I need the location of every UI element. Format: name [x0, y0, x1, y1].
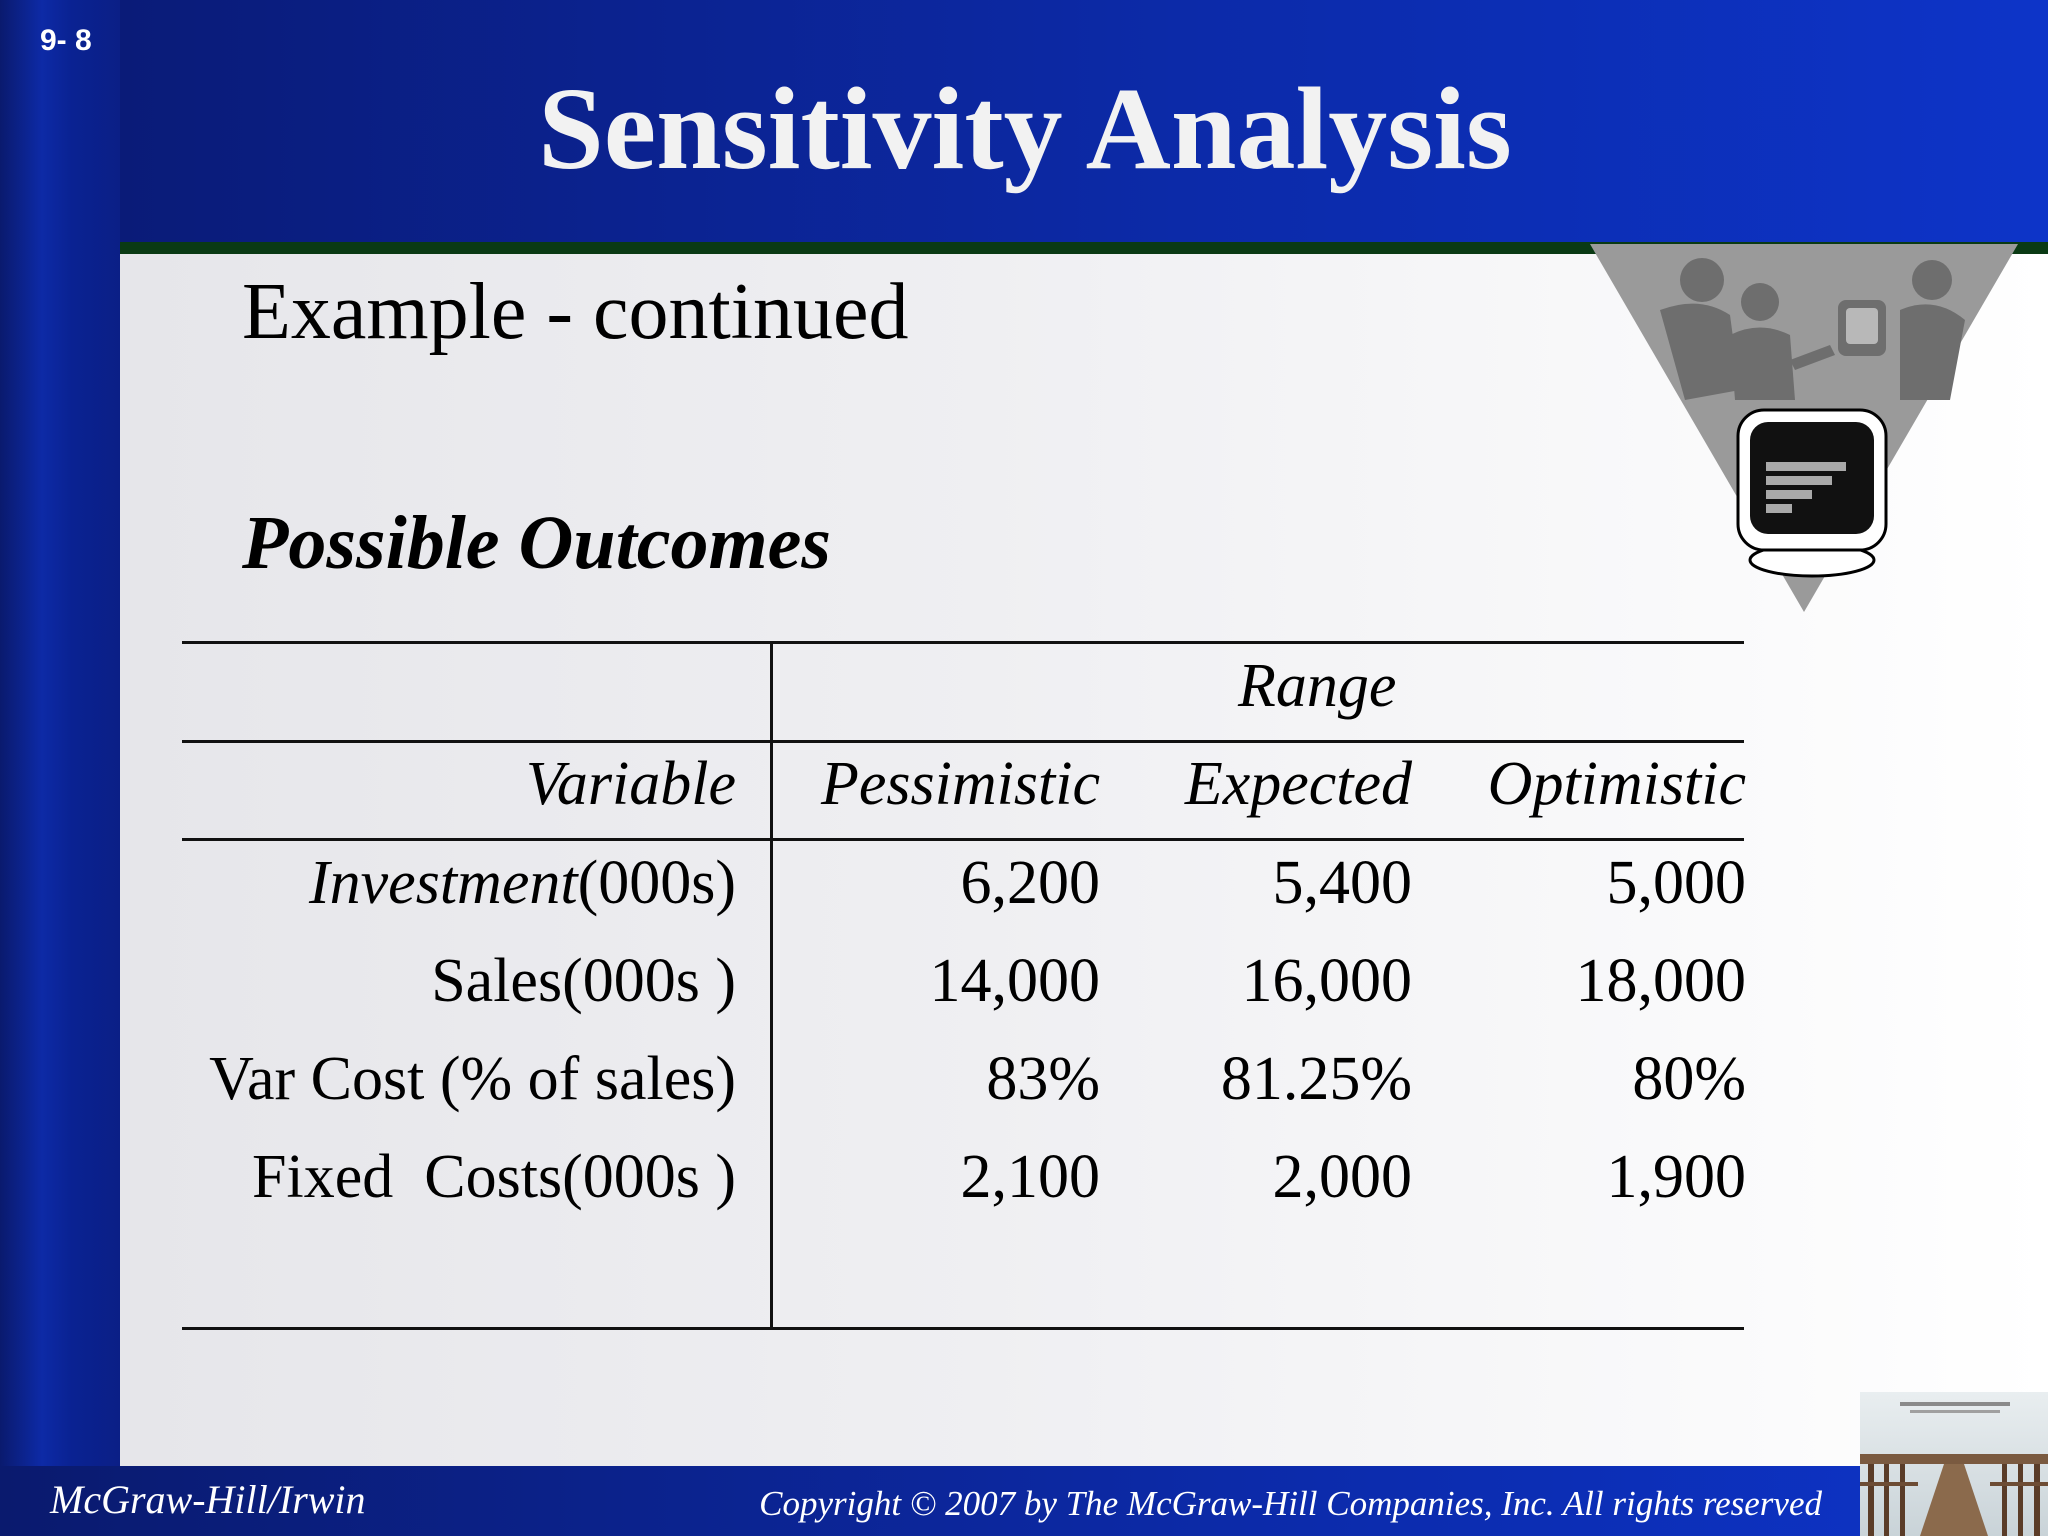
column-header-optimistic: Optimistic: [1487, 750, 1746, 818]
table-rule-range: [182, 740, 1744, 743]
slide-title: Sensitivity Analysis: [538, 63, 1512, 194]
table-cell: 5,000: [1606, 849, 1746, 917]
table-cell: 1,900: [1606, 1143, 1746, 1211]
table-row-label: Fixed Costs(000s ): [252, 1143, 736, 1211]
column-header-expected: Expected: [1184, 750, 1412, 818]
table-cell: 83%: [986, 1045, 1100, 1113]
column-header-pessimistic: Pessimistic: [821, 750, 1100, 818]
section-heading: Possible Outcomes: [242, 501, 831, 585]
table-cell: 81.25%: [1220, 1045, 1412, 1113]
book-cover-thumbnail-icon: [1860, 1392, 2048, 1536]
variable-name-italic: Investment: [309, 849, 578, 917]
table-cell: 14,000: [929, 947, 1100, 1015]
table-cell: 6,200: [960, 849, 1100, 917]
table-rule-bottom: [182, 1327, 1744, 1330]
table-cell: 5,400: [1272, 849, 1412, 917]
table-cell: 16,000: [1241, 947, 1412, 1015]
table-cell: 2,100: [960, 1143, 1100, 1211]
column-header-variable: Variable: [525, 750, 736, 818]
table-rule-header: [182, 838, 1744, 841]
table-cell: 18,000: [1575, 947, 1746, 1015]
slide-subtitle: Example - continued: [242, 268, 909, 356]
left-sidebar-bar: [0, 0, 120, 1536]
table-row-label: Var Cost (% of sales): [209, 1045, 736, 1113]
table-divider: [770, 642, 773, 1328]
copyright-notice: Copyright © 2007 by The McGraw-Hill Companies, Inc. All rights reserved: [759, 1484, 1822, 1523]
table-rule-top: [182, 641, 1744, 644]
range-header: Range: [1238, 652, 1397, 720]
table-row-label: [182, 849, 736, 917]
variable-unit: (000s): [577, 849, 736, 917]
people-computer-clipart-icon: [1590, 240, 2030, 620]
table-cell: 2,000: [1272, 1143, 1412, 1211]
slide-number: 9- 8: [40, 24, 92, 57]
table-cell: 80%: [1632, 1045, 1746, 1113]
publisher-label: McGraw-Hill/Irwin: [50, 1477, 366, 1522]
table-row-label: Sales(000s ): [431, 947, 736, 1015]
